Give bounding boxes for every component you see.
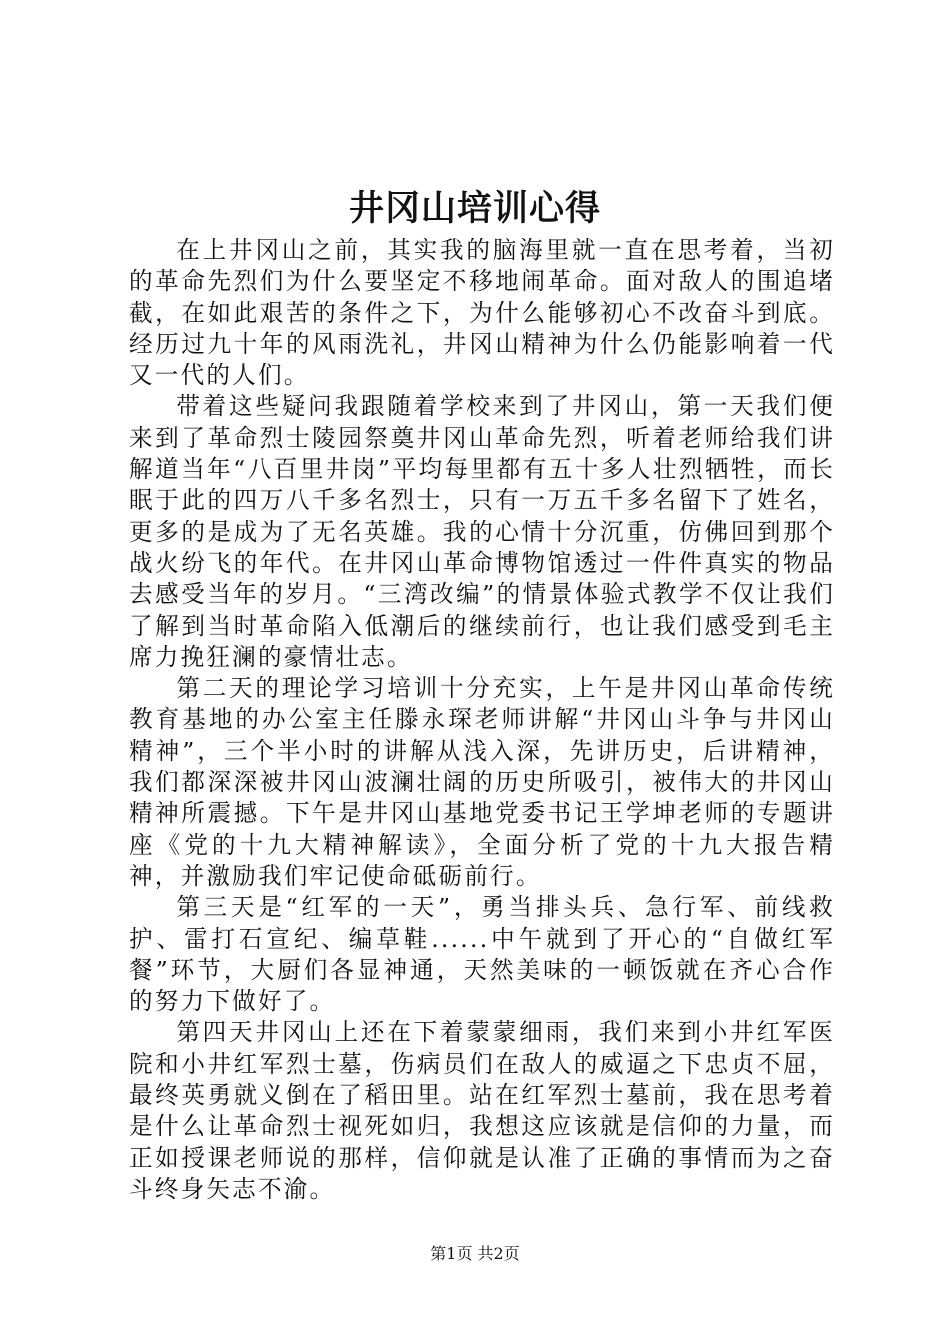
document-body bbox=[129, 235, 835, 1205]
paragraph: 带着这些疑问我跟随着学校来到了井冈山，第一天我们便来到了革命烈士陵园祭奠井冈山革命先烈，听着老师给我们讲解道当年“八百里井岗”平均每里都有五十多人壮烈牺牲，而长眠于此的四万八千多名烈士，只有一万五千多名留下了姓名，更多的是成为了无名英雄。我的心情十分沉重，仿佛回到那个战火纷飞的年代。在井冈山革命博物馆透过一件件真实的物品去感受当年的岁月。“三湾改编”的情景体验式教学不仅让我们了解到当时革命陷入低潮后的继续前行，也让我们感受到毛主席力挽狂澜的豪情壮志。 bbox=[129, 392, 835, 671]
paragraph: 在上井冈山之前，其实我的脑海里就一直在思考着，当初的革命先烈们为什么要坚定不移地闹革命。面对敌人的围追堵截，在如此艰苦的条件之下，为什么能够初心不改奋斗到底。经历过九十年的风雨洗礼，井冈山精神为什么仍能影响着一代又一代的人们。 bbox=[129, 236, 835, 390]
document-title: 井冈山培训心得 bbox=[348, 188, 601, 229]
paragraph: 第三天是“红军的一天”，勇当排头兵、急行军、前线救护、雷打石宣纪、编草鞋......中午就到了开心的“自做红军餐”环节，大厨们各显神通，天然美味的一顿饭就在齐心合作的努力下做好了。 bbox=[129, 893, 835, 1016]
page-number-footer: 第1页 共2页 bbox=[430, 1244, 520, 1263]
paragraph: 第二天的理论学习培训十分充实，上午是井冈山革命传统教育基地的办公室主任滕永琛老师讲解“井冈山斗争与井冈山精神”，三个半小时的讲解从浅入深，先讲历史，后讲精神，我们都深深被井冈山波澜壮阔的历史所吸引，被伟大的井冈山精神所震撼。下午是井冈山基地党委书记王学坤老师的专题讲座《党的十九大精神解读》，全面分析了党的十九大报告精神，并激励我们牢记使命砥砺前行。 bbox=[129, 674, 835, 890]
paragraph: 第四天井冈山上还在下着蒙蒙细雨，我们来到小井红军医院和小井红军烈士墓，伤病员们在敌人的威逼之下忠贞不屈，最终英勇就义倒在了稻田里。站在红军烈士墓前，我在思考着是什么让革命烈士视死如归，我想这应该就是信仰的力量，而正如授课老师说的那样，信仰就是认准了正确的事情而为之奋斗终身矢志不渝。 bbox=[129, 1018, 835, 1203]
